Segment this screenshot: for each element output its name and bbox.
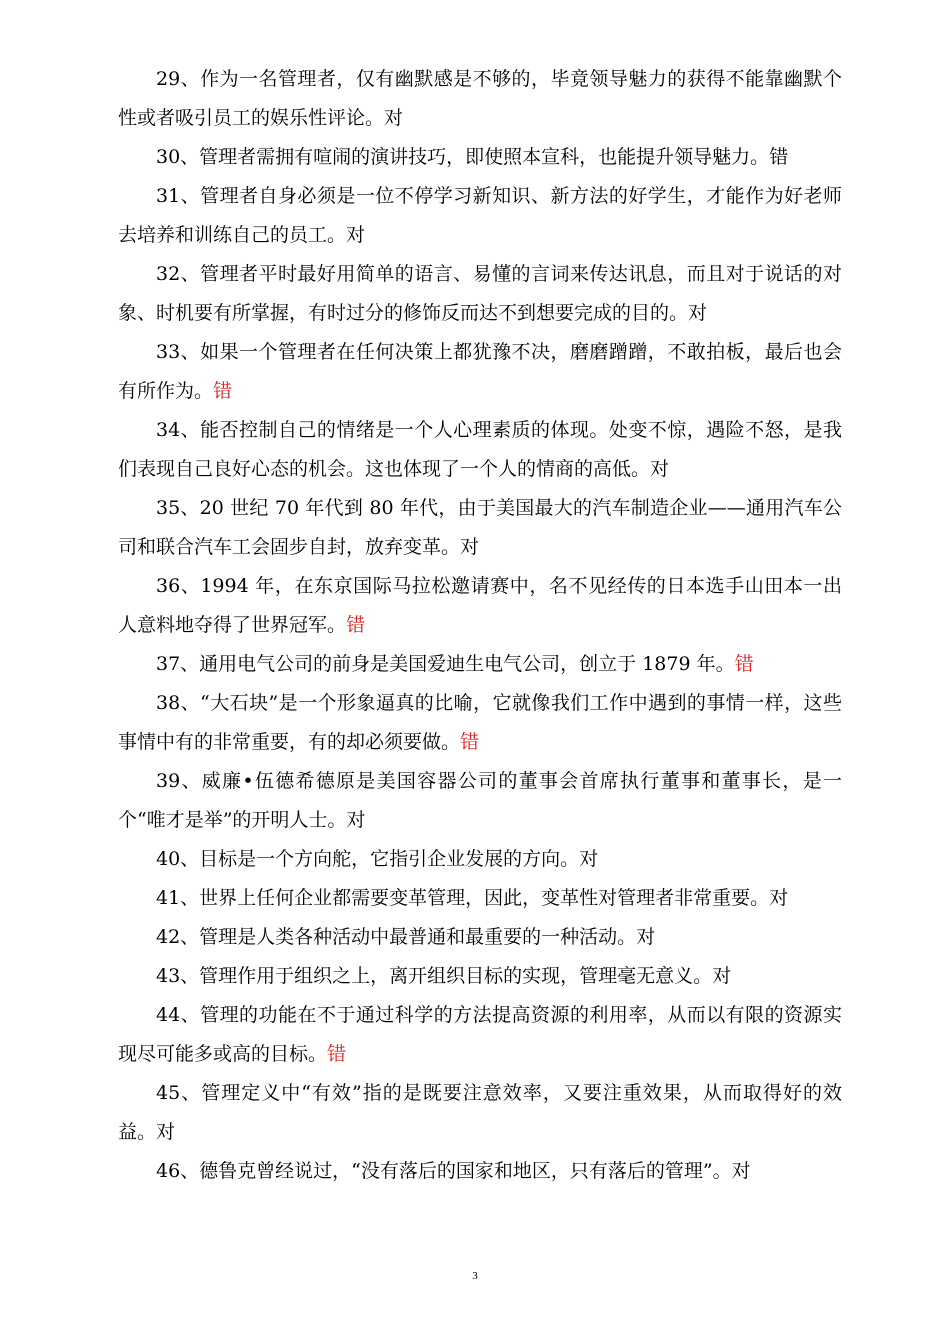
- question-item: [118, 255, 842, 333]
- answer-mark: 对: [769, 887, 789, 909]
- question-item: [118, 177, 842, 255]
- question-text: 35、20 世纪 70 年代到 80 年代，由于美国最大的汽车制造企业——通用汽车公司和联合汽车工会固步自封，放弃变革。: [118, 497, 842, 558]
- question-item: [118, 879, 842, 918]
- question-item: [118, 411, 842, 489]
- question-item: [118, 645, 842, 684]
- question-text: 30、管理者需拥有喧闹的演讲技巧，即使照本宣科，也能提升领导魅力。: [156, 146, 770, 168]
- answer-mark: 错: [327, 1043, 347, 1065]
- answer-mark: 对: [731, 1160, 751, 1182]
- answer-mark: 对: [460, 536, 480, 558]
- answer-mark: 对: [579, 848, 599, 870]
- answer-mark: 对: [636, 926, 656, 948]
- answer-mark: 对: [712, 965, 732, 987]
- question-text: 41、世界上任何企业都需要变革管理，因此，变革性对管理者非常重要。: [156, 887, 770, 909]
- question-text: 42、管理是人类各种活动中最普通和最重要的一种活动。: [156, 926, 637, 948]
- question-item: [118, 489, 842, 567]
- answer-mark: 错: [346, 614, 366, 636]
- page-number: 3: [472, 1270, 478, 1282]
- question-item: [118, 840, 842, 879]
- question-list: [118, 60, 842, 1191]
- answer-mark: 对: [384, 107, 404, 129]
- question-text: 38、“大石块”是一个形象逼真的比喻，它就像我们工作中遇到的事情一样，这些事情中有的非常重要，有的却必须要做。: [118, 692, 842, 753]
- question-text: 44、管理的功能在不于通过科学的方法提高资源的利用率，从而以有限的资源实现尽可能多或高的目标。: [118, 1004, 842, 1065]
- question-text: 45、管理定义中“有效”指的是既要注意效率，又要注重效果，从而取得好的效益。: [118, 1082, 842, 1143]
- question-text: 29、作为一名管理者，仅有幽默感是不够的，毕竟领导魅力的获得不能靠幽默个性或者吸引员工的娱乐性评论。: [118, 68, 842, 129]
- answer-mark: 对: [688, 302, 708, 324]
- question-text: 46、德鲁克曾经说过，“没有落后的国家和地区，只有落后的管理”。: [156, 1160, 732, 1182]
- question-text: 39、威廉•伍德希德原是美国容器公司的董事会首席执行董事和董事长，是一个“唯才是举”的开明人士。: [118, 770, 842, 831]
- answer-mark: 对: [346, 224, 366, 246]
- question-item: [118, 60, 842, 138]
- question-text: 43、管理作用于组织之上，离开组织目标的实现，管理毫无意义。: [156, 965, 713, 987]
- question-text: 31、管理者自身必须是一位不停学习新知识、新方法的好学生，才能作为好老师去培养和训练自己的员工。: [118, 185, 842, 246]
- question-text: 36、1994 年，在东京国际马拉松邀请赛中，名不见经传的日本选手山田本一出人意料地夺得了世界冠军。: [118, 575, 842, 636]
- question-text: 37、通用电气公司的前身是美国爱迪生电气公司，创立于 1879 年。: [156, 653, 735, 675]
- question-item: [118, 333, 842, 411]
- question-item: [118, 762, 842, 840]
- question-item: [118, 957, 842, 996]
- question-item: [118, 138, 842, 177]
- question-item: [118, 996, 842, 1074]
- question-item: [118, 684, 842, 762]
- question-text: 40、目标是一个方向舵，它指引企业发展的方向。: [156, 848, 580, 870]
- answer-mark: 错: [769, 146, 789, 168]
- answer-mark: 对: [156, 1121, 176, 1143]
- question-item: [118, 567, 842, 645]
- answer-mark: 错: [460, 731, 480, 753]
- answer-mark: 错: [213, 380, 233, 402]
- question-item: [118, 1074, 842, 1152]
- question-item: [118, 918, 842, 957]
- answer-mark: 对: [650, 458, 670, 480]
- question-text: 34、能否控制自己的情绪是一个人心理素质的体现。处变不惊，遇险不怒，是我们表现自己良好心态的机会。这也体现了一个人的情商的高低。: [118, 419, 842, 480]
- question-text: 32、管理者平时最好用简单的语言、易懂的言词来传达讯息，而且对于说话的对象、时机要有所掌握，有时过分的修饰反而达不到想要完成的目的。: [118, 263, 842, 324]
- answer-mark: 对: [346, 809, 366, 831]
- answer-mark: 错: [734, 653, 754, 675]
- question-text: 33、如果一个管理者在任何决策上都犹豫不决，磨磨蹭蹭，不敢拍板，最后也会有所作为。: [118, 341, 842, 402]
- question-item: [118, 1152, 842, 1191]
